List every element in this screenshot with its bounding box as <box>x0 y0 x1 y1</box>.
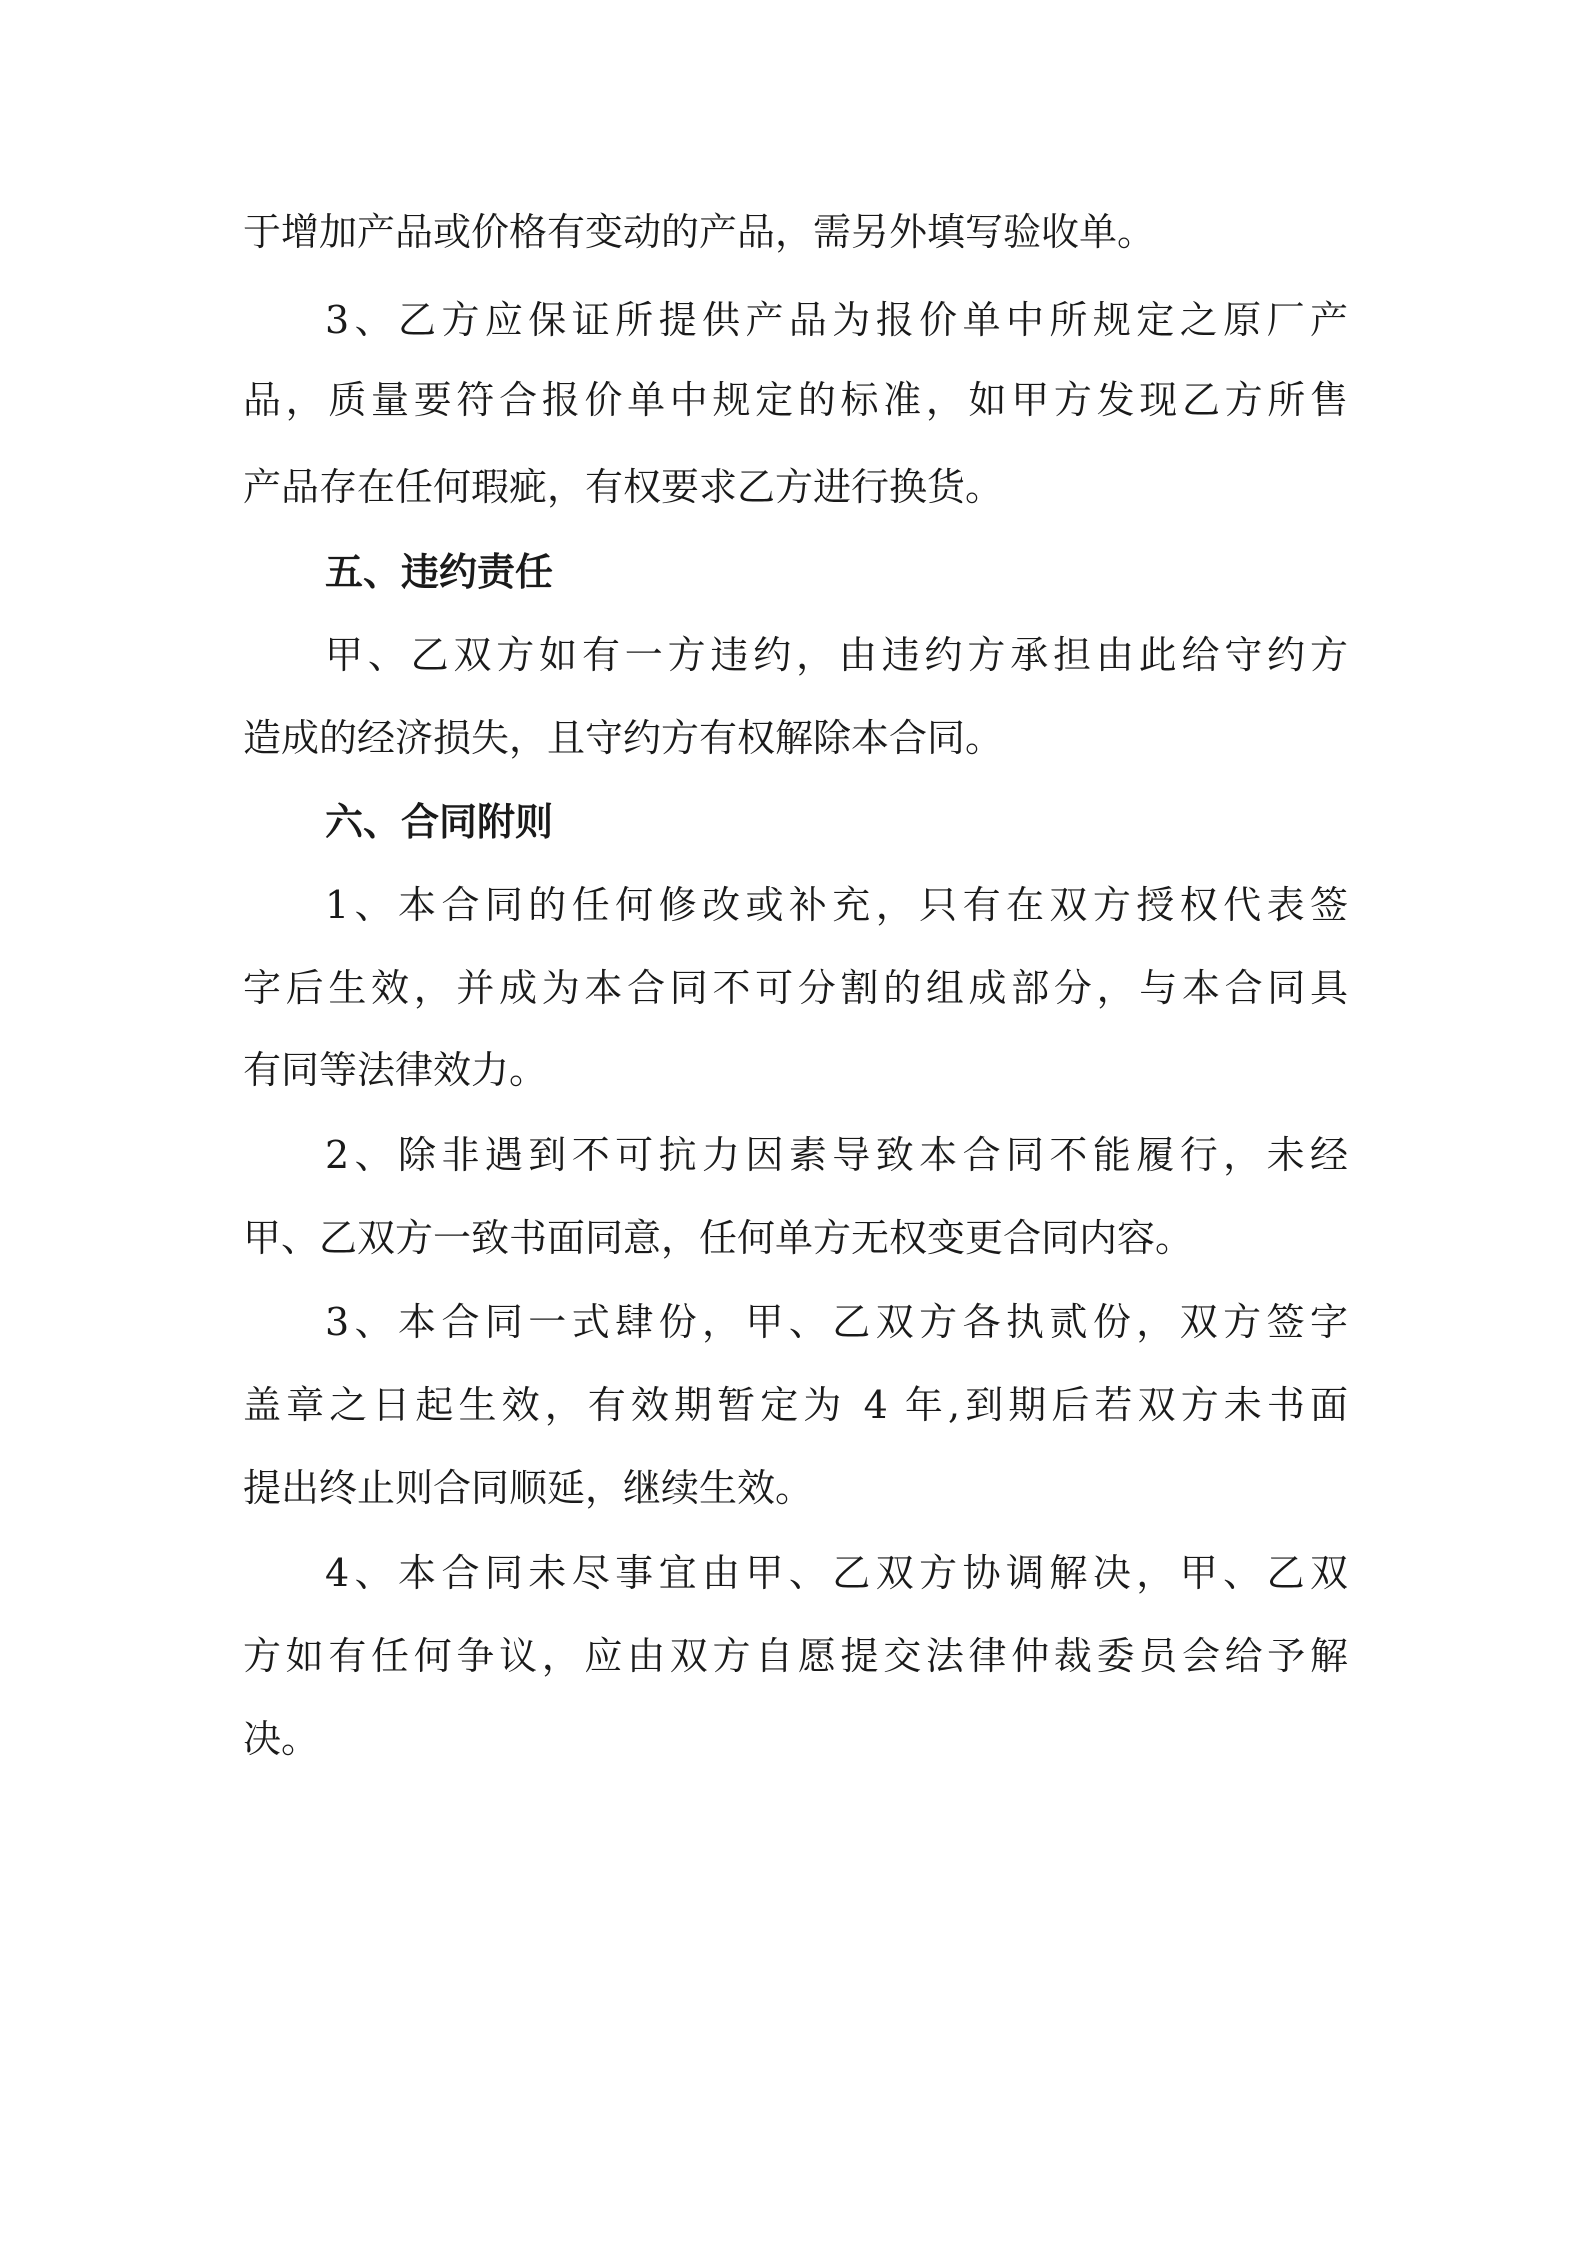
paragraph-line <box>0 370 1587 430</box>
line-text: 甲、乙双方如有一方违约，由违约方承担由此给守约方 <box>325 633 1348 677</box>
line-text: 3、乙方应保证所提供产品为报价单中所规定之原厂产 <box>325 298 1348 342</box>
paragraph-line <box>0 1375 1587 1435</box>
paragraph-line <box>0 457 1587 517</box>
line-text: 4、本合同未尽事宜由甲、乙双方协调解决，甲、乙双 <box>325 1551 1348 1595</box>
line-text: 方如有任何争议，应由双方自愿提交法律仲裁委员会给予解 <box>243 1634 1348 1678</box>
paragraph-line <box>0 1208 1587 1268</box>
line-text: 2、除非遇到不可抗力因素导致本合同不能履行，未经 <box>325 1133 1348 1177</box>
paragraph-line <box>0 290 1587 350</box>
line-text: 有同等法律效力。 <box>243 1048 548 1092</box>
section-heading <box>0 792 1587 852</box>
paragraph-line <box>0 875 1587 935</box>
line-text: 提出终止则合同顺延，继续生效。 <box>243 1466 814 1510</box>
paragraph-line <box>0 1709 1587 1769</box>
line-text: 于增加产品或价格有变动的产品，需另外填写验收单。 <box>243 210 1156 254</box>
section-heading-text: 五、违约责任 <box>325 550 554 594</box>
line-text: 产品存在任何瑕疵，有权要求乙方进行换货。 <box>243 465 1004 509</box>
line-text: 决。 <box>243 1717 320 1761</box>
section-heading-text: 六、合同附则 <box>325 800 554 844</box>
paragraph-line <box>0 1040 1587 1100</box>
paragraph-line <box>0 708 1587 768</box>
paragraph-line <box>0 1292 1587 1352</box>
line-text: 1、本合同的任何修改或补充，只有在双方授权代表签 <box>325 883 1348 927</box>
line-text: 3、本合同一式肆份，甲、乙双方各执贰份，双方签字 <box>325 1300 1348 1344</box>
paragraph-line <box>0 1626 1587 1686</box>
paragraph-line <box>0 625 1587 685</box>
paragraph-line <box>0 202 1587 262</box>
paragraph-line <box>0 1458 1587 1518</box>
line-text: 字后生效，并成为本合同不可分割的组成部分，与本合同具 <box>243 966 1348 1010</box>
paragraph-line <box>0 958 1587 1018</box>
section-heading <box>0 542 1587 602</box>
line-text: 造成的经济损失，且守约方有权解除本合同。 <box>243 716 1004 760</box>
line-text: 盖章之日起生效，有效期暂定为 4 年,到期后若双方未书面 <box>243 1383 1348 1427</box>
paragraph-line <box>0 1543 1587 1603</box>
line-text: 品，质量要符合报价单中规定的标准，如甲方发现乙方所售 <box>243 378 1348 422</box>
paragraph-line <box>0 1125 1587 1185</box>
line-text: 甲、乙双方一致书面同意，任何单方无权变更合同内容。 <box>243 1216 1194 1260</box>
